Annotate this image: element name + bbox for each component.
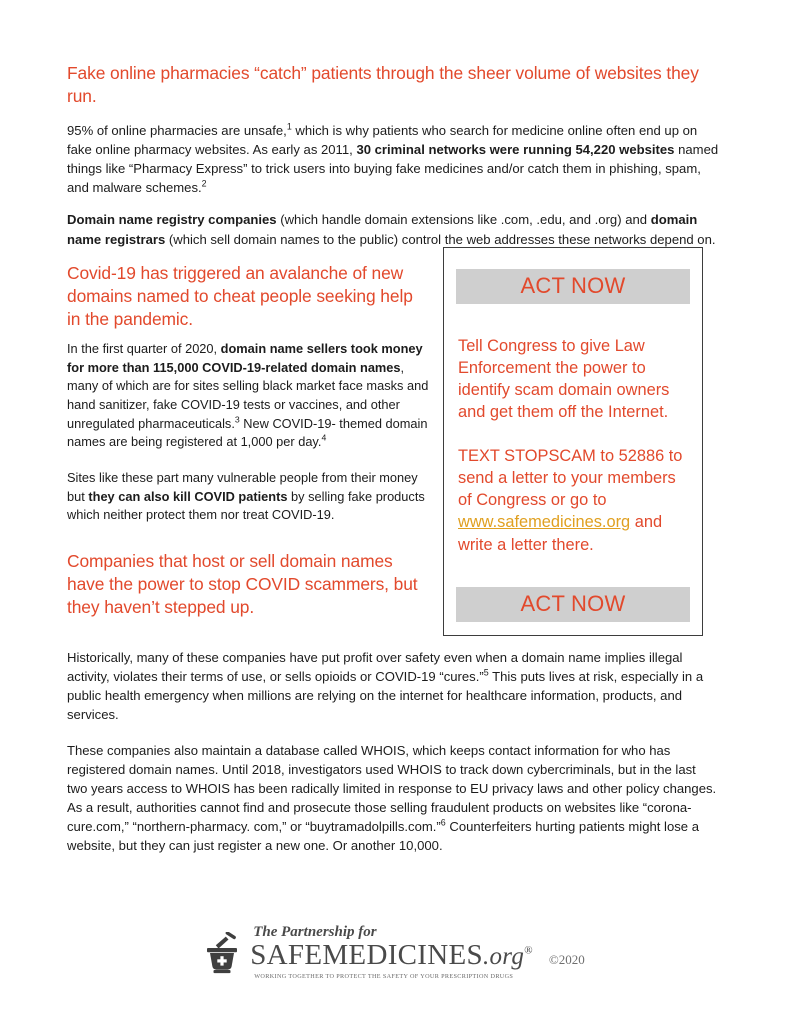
footnote-ref-6: 6 (440, 818, 446, 829)
logo-name (250, 941, 533, 970)
lower-paragraph-1 (67, 648, 719, 724)
act-now-spacer (458, 423, 688, 445)
lower-p2-t1: These companies also maintain a database called WHOIS, which keeps contact information for who has registered domain names. Until 2018, investigators used WHOIS to track down cybercriminals, but in the last two years access to WHOIS has been radically limited in response to EU privacy laws and other policy changes. As a result, authorities cannot find and prosecute those selling fraudulent products on websites like “corona-cure.com,” “northern-pharmacy. com,” or “buytramadolpills.com.” (67, 743, 717, 835)
intro-p2-t1: (which handle domain extensions like .com, .edu, and .org) and (276, 212, 651, 228)
covid-p2-bold-1: they can also kill COVID patients (88, 488, 288, 504)
page-title: Fake online pharmacies “catch” patients through the sheer volume of websites they run. (67, 63, 699, 107)
intro-paragraph-1 (67, 121, 719, 197)
covid-p2-t1: Sites like these part many vulnerable people from their money but (67, 470, 418, 504)
safemedicines-logo (206, 925, 585, 980)
footnote-ref-1: 1 (286, 121, 292, 132)
footnote-ref-4: 4 (321, 433, 327, 444)
logo-name-main: SAFEMEDICINES (250, 939, 483, 971)
covid-p1-bold-1: domain name sellers took money for more than 115,000 COVID-19-related domain names (67, 340, 423, 375)
covid-paragraph-1 (67, 340, 429, 452)
intro-p2-bold-2: domain name registrars (67, 212, 698, 247)
act-now-banner-top[interactable]: ACT NOW (456, 269, 690, 304)
lower-paragraph-2 (67, 741, 719, 855)
covid-p1-t1: In the first quarter of 2020, (67, 340, 221, 356)
covid-p1-t2: , many of which are for sites selling black market face masks and hand sanitizer, fake COVID-19 tests or vaccines, and other unregulated pharmaceuticals. (67, 359, 429, 431)
intro-paragraph-2 (67, 210, 719, 248)
intro-p1-t3: named things like “Pharmacy Express” to trick users into buying fake medicines and/or catch them in phishing, spam, and malware schemes. (67, 142, 719, 196)
intro-p1-t2: which is why patients who search for medicine online often end up on fake online pharmacy websites. As early as 2011, (67, 123, 698, 158)
intro-p1-t1: 95% of online pharmacies are unsafe, (67, 123, 287, 139)
left-column (67, 262, 429, 620)
act-now-banner-bottom[interactable]: ACT NOW (456, 587, 690, 622)
footer (0, 925, 791, 980)
logo-tagline-top: The Partnership for (253, 924, 377, 940)
act-now-paragraph-1: Tell Congress to give Law Enforcement the power to identify scam domain owners and get them off the Internet. (458, 337, 670, 422)
companies-section-heading: Companies that host or sell domain names have the power to stop COVID scammers, but they haven’t stepped up. (67, 551, 418, 618)
act-now-p2-part1: TEXT STOPSCAM to 52886 to send a letter to your members of Congress or go to (458, 447, 683, 510)
logo-name-org: .org (482, 943, 525, 970)
act-now-p2-part2: and write a letter there. (458, 513, 663, 554)
lower-p1-t2: This puts lives at risk, especially in a public health emergency when millions are relying on the internet for healthcare information, products, and services. (67, 669, 704, 723)
mortar-pestle-icon (206, 932, 240, 974)
logo-tagline-bottom: WORKING TOGETHER TO PROTECT THE SAFETY OF YOUR PRESCRIPTION DRUGS (254, 973, 514, 980)
intro-p2-t2: (which sell domain names to the public) control the web addresses these networks depend on. (165, 231, 716, 247)
covid-p2-t2: by selling fake products which neither protect them nor treat COVID-19. (67, 488, 425, 523)
act-now-paragraph-2 (458, 445, 688, 555)
copyright-notice: ©2020 (548, 952, 585, 968)
lower-p2-t2: Counterfeiters hurting patients might lose a website, but they can just register a new one. Or another 10,000. (67, 819, 700, 854)
act-now-callout-box (443, 247, 703, 636)
safemedicines-link[interactable]: www.safemedicines.org (458, 513, 631, 532)
footnote-ref-2: 2 (201, 179, 207, 190)
registered-trademark-icon: ® (524, 944, 533, 957)
lower-p1-t1: Historically, many of these companies have put profit over safety even when a domain name implies illegal activity, violates their terms of use, or sells opioids or COVID-19 “cures.” (67, 650, 683, 685)
intro-p2-bold-1: Domain name registry companies (67, 212, 277, 228)
lower-paragraphs (67, 648, 719, 868)
covid-section-heading: Covid-19 has triggered an avalanche of new domains named to cheat people seeking help in the pandemic. (67, 262, 413, 329)
intro-p1-bold-1: 30 criminal networks were running 54,220 websites (356, 142, 675, 158)
logo-wordmark (250, 925, 533, 980)
footnote-ref-5: 5 (483, 667, 489, 678)
covid-paragraph-2 (67, 469, 429, 525)
footnote-ref-3: 3 (234, 414, 240, 425)
act-now-message (444, 335, 702, 556)
covid-p1-t3: New COVID-19- themed domain names are being registered at 1,000 per day. (67, 415, 428, 450)
